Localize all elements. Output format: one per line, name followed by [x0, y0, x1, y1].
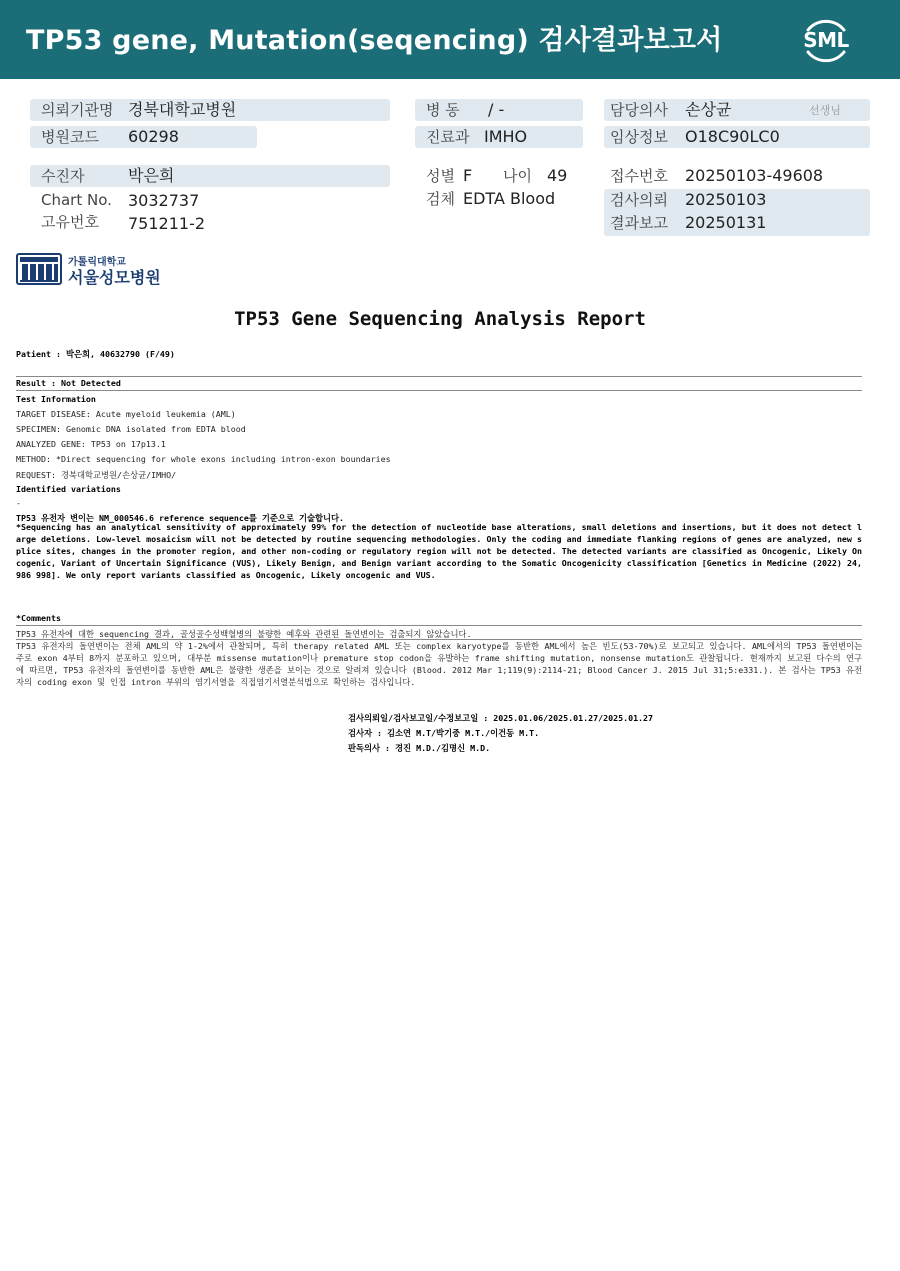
- report-dates: 검사의뢰일/검사보고일/수정보고일 : 2025.01.06/2025.01.27/2025.01.27: [348, 713, 654, 723]
- result-date-label: 결과보고: [610, 214, 668, 232]
- uid-label: 고유번호: [41, 213, 99, 231]
- dept-label: 진료과: [426, 128, 470, 146]
- testers: 검사자 : 김소연 M.T/박기중 M.T./이건동 M.T.: [348, 728, 540, 738]
- sml-logo-text: SML: [803, 28, 849, 52]
- comments-heading: *Comments: [16, 613, 61, 623]
- receipt-value: 20250103-49608: [685, 166, 824, 185]
- request-line: REQUEST: 경북대학교병원/손상균/IMHO/: [16, 470, 177, 480]
- patient-value: 박은희: [128, 166, 175, 185]
- patient-line: Patient : 박은희, 40632790 (F/49): [16, 349, 175, 359]
- ward-value: / -: [488, 100, 505, 119]
- institution-value: 경북대학교병원: [128, 100, 237, 119]
- doctor-label: 담당의사: [610, 101, 668, 119]
- report-title: TP53 Gene Sequencing Analysis Report: [234, 308, 646, 330]
- receipt-label: 접수번호: [610, 167, 668, 185]
- hospital-emblem-icon: [16, 253, 64, 285]
- hospital-code-label: 병원코드: [41, 128, 99, 146]
- readers: 판독의사 : 경진 M.D./김명신 M.D.: [348, 743, 491, 753]
- specimen-label: 검체: [426, 190, 455, 208]
- hospital-logo: [16, 253, 64, 285]
- uid-value: 751211-2: [128, 214, 206, 233]
- comment-1: TP53 유전자에 대한 sequencing 결과, 골성골수성백혈병의 불량한 예후와 관련된 돌연변이는 검출되지 않았습니다.: [16, 629, 472, 639]
- hospital-name: 서울성모병원: [68, 268, 161, 287]
- divider-comment-1: [16, 639, 862, 640]
- sml-logo: [798, 12, 854, 68]
- dept-value: IMHO: [484, 127, 528, 146]
- identified-value: -: [16, 498, 21, 508]
- patient-label: 수진자: [41, 167, 85, 185]
- clinical-value: O18C90LC0: [685, 127, 780, 146]
- specimen-line: SPECIMEN: Genomic DNA isolated from EDTA blood: [16, 424, 246, 434]
- ward-label: 병 동: [426, 101, 460, 119]
- divider-top: [16, 376, 862, 377]
- report-header: [0, 0, 900, 79]
- hospital-code-value: 60298: [128, 127, 179, 146]
- clinical-label: 임상정보: [610, 128, 668, 146]
- request-date-value: 20250103: [685, 190, 767, 209]
- request-date-label: 검사의뢰: [610, 191, 668, 209]
- target-disease: TARGET DISEASE: Acute myeloid leukemia (AML): [16, 409, 236, 419]
- chart-no-label: Chart No.: [41, 191, 112, 209]
- divider-comments: [16, 625, 862, 626]
- method-line: METHOD: *Direct sequencing for whole exons including intron-exon boundaries: [16, 454, 391, 464]
- analyzed-gene: ANALYZED GENE: TP53 on 17p13.1: [16, 439, 166, 449]
- result-date-value: 20250131: [685, 213, 767, 232]
- sex-value: F: [463, 166, 473, 185]
- age-value: 49: [547, 166, 568, 185]
- hospital-subtitle: 가톨릭대학교: [68, 257, 126, 268]
- identified-heading: Identified variations: [16, 484, 121, 494]
- sensitivity-note: *Sequencing has an analytical sensitivity of approximately 99% for the detection of nucleotide base alterations, small deletions and insertions, but it does not detect large deletions. Low-level mosaicism will not be detected by routine sequencing methodologies. Only the coding and immediate flanking regions of genes are analyzed, new splice sites, changes in the promoter region, and other non-coding or regulatory region will not be detected. The detected variants are classified as Oncogenic, Likely Oncogenic, Variant of Uncertain Significance (VUS), Likely Benign, and Benign variant according to the Somatic Oncogenicity classification [Genetics in Medicine (2022) 24, 986 998]. We only report variants classified as Oncogenic, Likely oncogenic and VUS.: [16, 522, 862, 580]
- specimen-value: EDTA Blood: [463, 189, 556, 208]
- reference-note: TP53 유전자 변이는 NM_000546.6 reference sequence를 기준으로 기술합니다.: [16, 513, 345, 523]
- age-label: 나이: [503, 167, 532, 185]
- divider-result: [16, 390, 862, 391]
- doctor-suffix: 선생님: [809, 104, 841, 117]
- institution-label: 의뢰기관명: [41, 101, 114, 119]
- chart-no-value: 3032737: [128, 191, 200, 210]
- result-line: Result : Not Detected: [16, 378, 121, 388]
- report-header-title: TP53 gene, Mutation(seqencing) 검사결과보고서: [26, 25, 723, 56]
- comment-2: TP53 유전자의 돌연변이는 전체 AML의 약 1-2%에서 관찰되며, 특히 therapy related AML 또는 complex karyotype를 동반한 AML에서 높은 빈도(53-70%)로 보고되고 있습니다. AML에서의 TP53 돌연변이는 주로 exon 4부터 8까지 분포하고 있으며, 대부분 missense mutation이나 premature stop codon을 유발하는 frame shifting mutation, nonsense mutation도 관찰됩니다. 현재까지 보고된 다수의 연구에 따르면, TP53 유전자의 돌연변이를 동반한 AML은 불량한 생존을 보이는 것으로 알려져 있습니다 (Blood. 2012 Mar 1;119(9):2114-21; Blood Cancer J. 2015 Jul 31;5:e331.). 본 검사는 TP53 유전자의 coding exon 및 인접 intron 부위의 염기서열을 직접염기서열분석법으로 확인하는 검사입니다.: [16, 641, 862, 687]
- test-info-heading: Test Information: [16, 394, 96, 404]
- doctor-value: 손상균: [685, 100, 732, 119]
- sex-label: 성별: [426, 167, 455, 185]
